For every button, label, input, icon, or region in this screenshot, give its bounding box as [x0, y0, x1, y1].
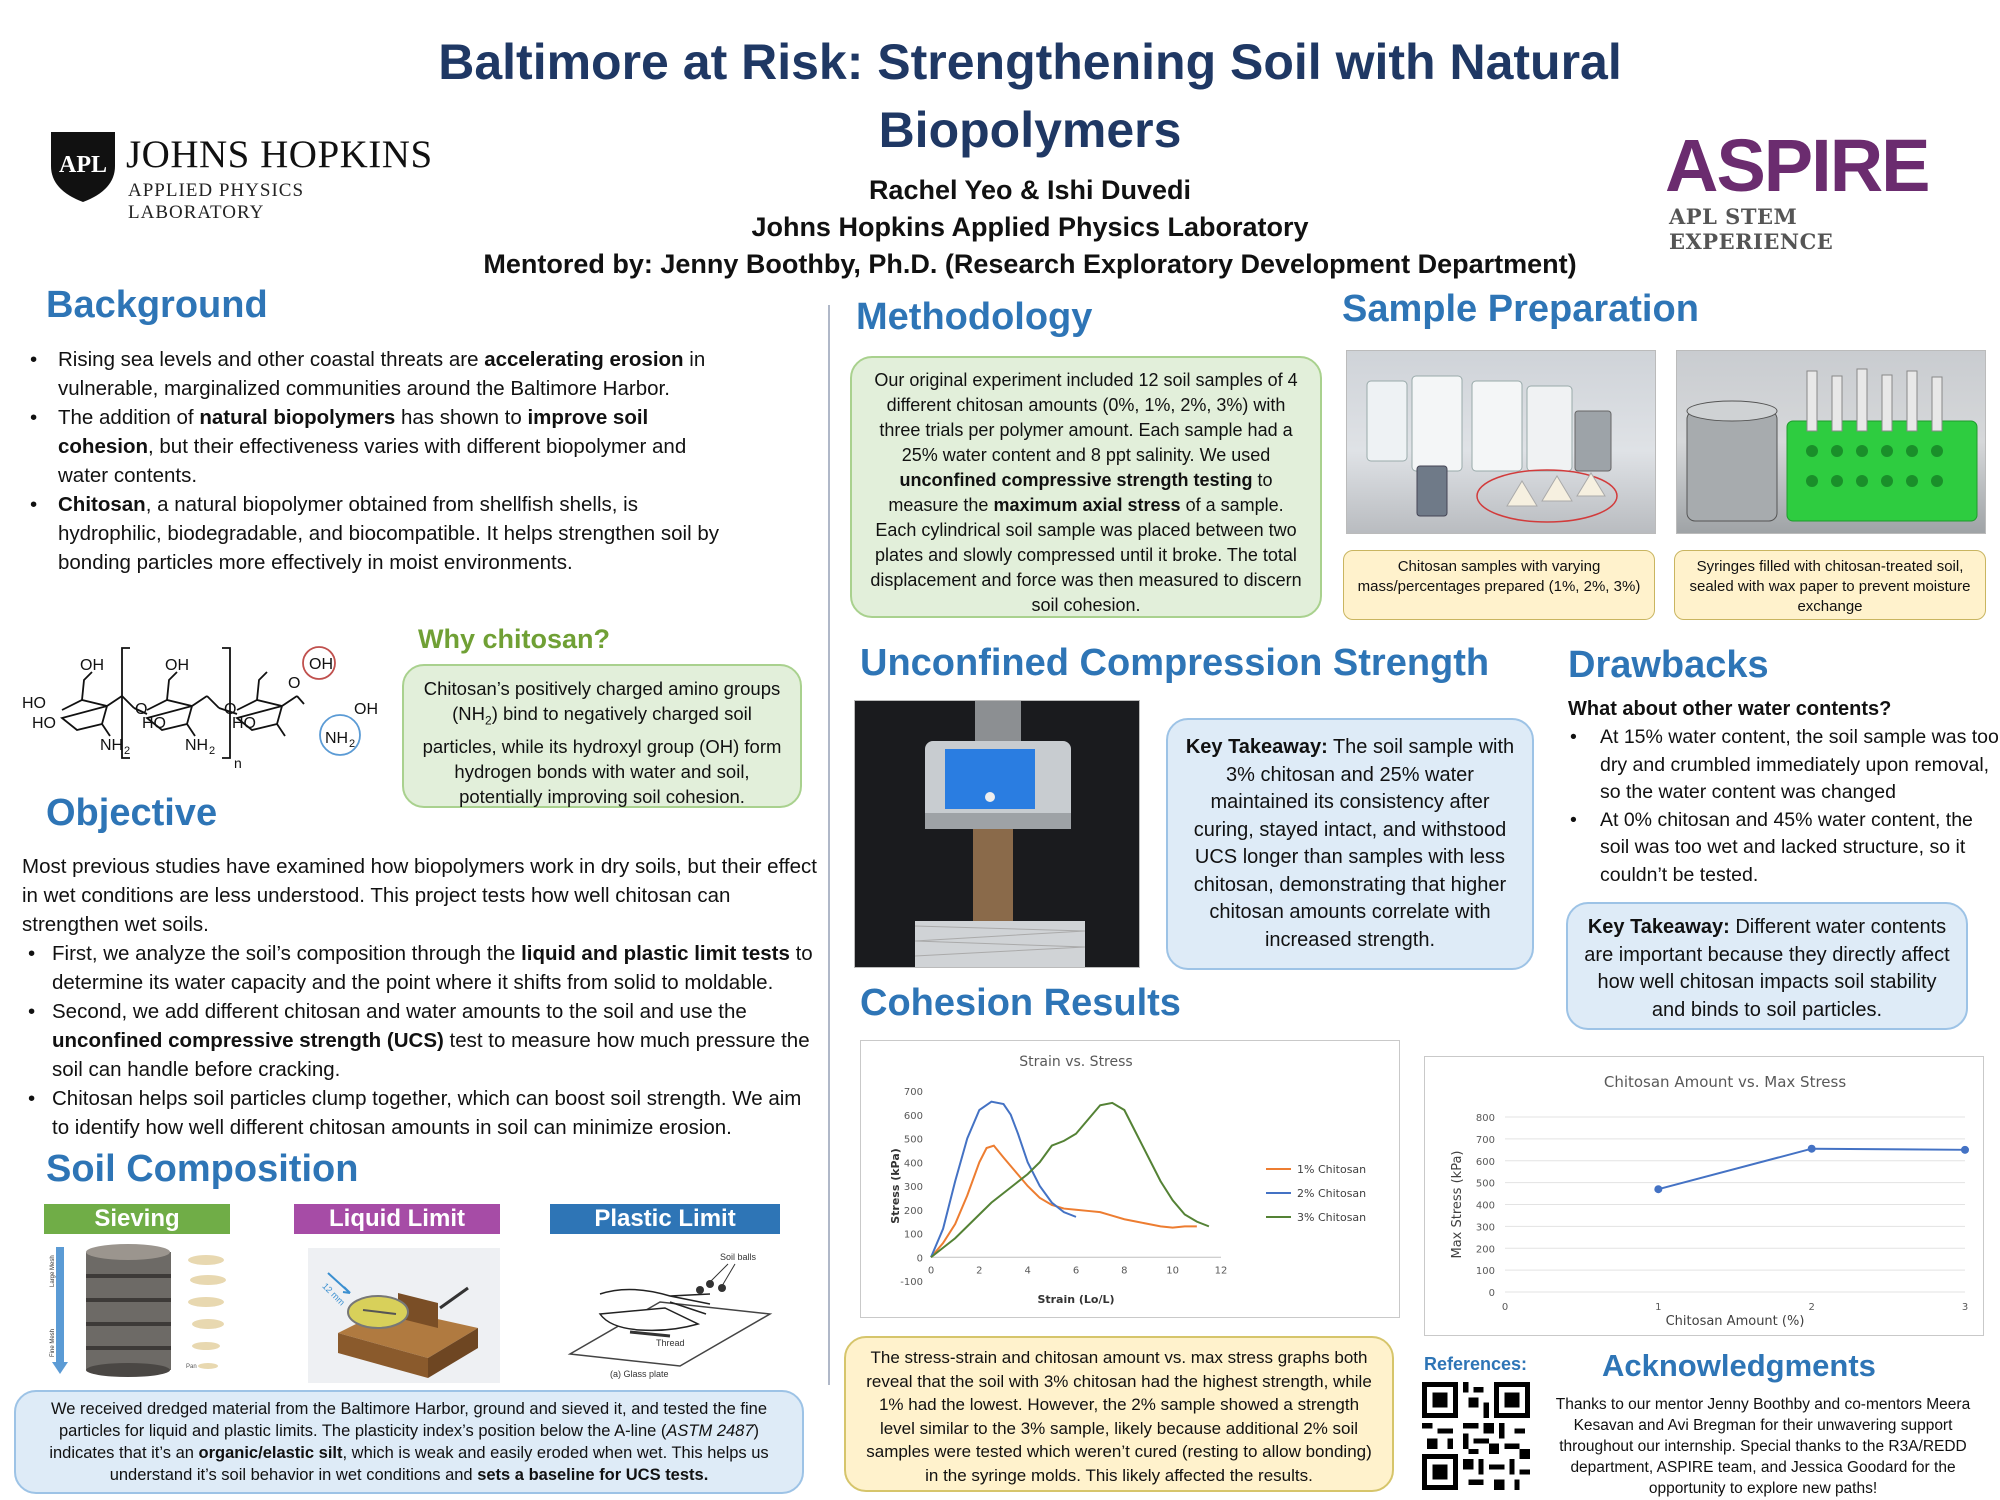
svg-text:Thread: Thread	[656, 1338, 685, 1348]
y-tick-label: 0	[1488, 1288, 1495, 1299]
y-tick-label: 400	[1475, 1200, 1495, 1212]
max-stress-svg	[1425, 1057, 1985, 1337]
y-tick-label: 100	[1475, 1266, 1495, 1278]
y-tick-label: 300	[1475, 1222, 1495, 1234]
x-tick-label: 1	[1655, 1302, 1662, 1313]
svg-text:Pan: Pan	[186, 1364, 197, 1370]
series-line	[931, 1146, 1197, 1258]
drawbacks-list	[1564, 724, 2000, 889]
sample-prep-caption-2: Syringes filled with chitosan-treated soil, sealed with wax paper to prevent moisture exchange	[1674, 550, 1986, 620]
objective-heading: Objective	[46, 792, 218, 834]
y-tick-label: 500	[903, 1134, 923, 1146]
x-tick-label: 3	[1961, 1302, 1969, 1313]
svg-text:HO: HO	[232, 715, 256, 732]
svg-text:OH: OH	[354, 701, 378, 718]
aspire-logo	[1665, 124, 1965, 254]
svg-text:2: 2	[349, 738, 356, 750]
ucs-test-photo	[854, 700, 1140, 968]
aspire-logo-sub: APL STEM EXPERIENCE	[1669, 204, 1834, 254]
y-tick-label: 200	[1475, 1244, 1495, 1256]
y-tick-label: 200	[903, 1205, 923, 1217]
x-tick-label: 6	[1072, 1265, 1080, 1277]
svg-text:2: 2	[209, 745, 216, 757]
sieve-stack-illustration	[46, 1242, 246, 1382]
y-tick-label: 800	[1475, 1113, 1495, 1124]
svg-text:HO: HO	[32, 715, 56, 732]
list-item: • Second, we add different chitosan and water amounts to the soil and use the unconfined compressive strength (UCS) test to measure how much pressure the soil can handle before cracking.	[22, 997, 822, 1084]
legend-label: 2% Chitosan	[1297, 1187, 1367, 1200]
data-point	[1808, 1145, 1816, 1153]
sieving-label: Sieving	[44, 1204, 230, 1234]
ucs-heading: Unconfined Compression Strength	[860, 642, 1490, 684]
chitosan-structure-diagram	[22, 640, 392, 770]
x-axis-label: Strain (Lo/L)	[1037, 1293, 1115, 1306]
y-tick-label: 700	[903, 1087, 923, 1098]
y-tick-label: 700	[1475, 1134, 1495, 1146]
y-tick-label: 600	[903, 1110, 923, 1122]
methodology-box: Our original experiment included 12 soil samples of 4 different chitosan amounts (0%, 1%, 2%, 3%) with three trials per polymer amount. Each sample had a 25% water content and 8 ppt salinity. We used unconfined compressive strength testing to measure the maximum axial stress of a sample. Each cylindrical soil sample was placed between two plates and slowly compressed until it broke. The total displacement and force was then measured to discern soil cohesion.	[850, 356, 1322, 618]
x-tick-label: 0	[927, 1265, 935, 1277]
list-item: • Chitosan helps soil particles clump together, which can boost soil strength. We aim to identify how well different chitosan amounts in soil can minimize erosion.	[22, 1084, 822, 1142]
title-line1: Baltimore at Risk: Strengthening Soil with Natural	[438, 34, 1622, 90]
affiliation: Johns Hopkins Applied Physics Laboratory	[751, 212, 1309, 242]
svg-text:(a) Glass plate: (a) Glass plate	[610, 1369, 669, 1379]
series-line	[931, 1102, 1076, 1258]
svg-text:HO: HO	[22, 695, 46, 712]
jhu-shield-icon	[48, 128, 118, 204]
svg-text:O: O	[288, 675, 301, 692]
references-qr-code-icon[interactable]	[1422, 1382, 1530, 1490]
jhu-logo-line2: APPLIED PHYSICS LABORATORY	[128, 180, 305, 223]
plastic-limit-illustration	[560, 1244, 780, 1379]
soil-composition-heading: Soil Composition	[46, 1148, 359, 1190]
data-point	[1654, 1185, 1662, 1193]
x-tick-label: 2	[1808, 1302, 1815, 1313]
chart-title: Chitosan Amount vs. Max Stress	[1603, 1073, 1847, 1091]
svg-text:NH: NH	[185, 737, 209, 754]
acknowledgments-text: Thanks to our mentor Jenny Boothby and co-mentors Meera Kesavan and Avi Bregman for their unwavering support throughout our internship. Special thanks to the R3A/REDD department, ASPIRE team, and Jessica Goodard for the opportunity to explore new paths!	[1555, 1396, 1971, 1497]
svg-text:Fine Mesh: Fine Mesh	[50, 1328, 56, 1357]
x-tick-label: 2	[976, 1265, 983, 1277]
svg-text:O: O	[135, 701, 148, 718]
cohesion-heading: Cohesion Results	[860, 982, 1181, 1024]
y-tick-label: 0	[916, 1253, 923, 1265]
syringes-photo	[1676, 350, 1986, 534]
aspire-logo-text: ASPIRE	[1665, 124, 1929, 207]
jhu-shield-text: APL	[59, 152, 107, 178]
title-line2: Biopolymers	[878, 102, 1182, 158]
soil-composition-summary: We received dredged material from the Baltimore Harbor, ground and sieved it, and tested the fine particles for liquid and plastic limits. The plasticity index’s position below the A-line (ASTM 2487) indicates that it’s an organic/elastic silt, which is weak and easily eroded when wet. This helps us understand it’s soil behavior in wet conditions and sets a baseline for UCS tests.	[14, 1390, 804, 1494]
list-item: • Chitosan, a natural biopolymer obtained from shellfish shells, is hydrophilic, biodegradable, and biocompatible. It helps strengthen soil by bonding particles more effectively in moist environments.	[24, 490, 734, 577]
y-tick-label: 400	[903, 1158, 923, 1170]
y-tick-label: 500	[1475, 1178, 1495, 1190]
objective-section	[22, 852, 822, 1142]
svg-text:NH: NH	[325, 730, 349, 747]
svg-text:NH: NH	[100, 737, 124, 754]
why-chitosan-box: Chitosan’s positively charged amino groups $(NH_2)$ bind to negatively charged soil particles, while its hydroxyl group (OH) form hydrogen bonds with water and soil, potentially improving soil cohesion.	[402, 664, 802, 808]
x-tick-label: 0	[1501, 1302, 1509, 1313]
x-tick-label: 12	[1214, 1265, 1228, 1277]
strain-stress-chart	[860, 1040, 1400, 1318]
poster-title	[380, 28, 1680, 164]
chart-title: Strain vs. Stress	[1019, 1054, 1133, 1070]
svg-text:2: 2	[124, 745, 131, 757]
svg-text:OH: OH	[309, 656, 333, 673]
background-heading: Background	[46, 284, 268, 326]
syringe-rack-icon	[1677, 351, 1986, 534]
y-axis-label: Stress (kPa)	[889, 1148, 902, 1224]
data-point	[1961, 1146, 1969, 1154]
x-tick-label: 10	[1166, 1265, 1180, 1277]
list-item: • The addition of natural biopolymers has shown to improve soil cohesion, but their effectiveness varies with different biopolymer and water contents.	[24, 403, 734, 490]
svg-text:12 mm: 12 mm	[320, 1280, 347, 1308]
acknowledgments-heading: Acknowledgments	[1602, 1348, 1876, 1383]
y-tick-label: 300	[903, 1182, 923, 1193]
objective-intro: Most previous studies have examined how biopolymers work in dry soils, but their effect in wet conditions are less understood. This project tests how well chitosan can strengthen wet soils.	[22, 855, 817, 936]
legend-label: 3% Chitosan	[1297, 1211, 1367, 1224]
compression-rig-icon	[855, 701, 1140, 968]
sample-prep-caption-1: Chitosan samples with varying mass/percentages prepared (1%, 2%, 3%)	[1343, 550, 1655, 620]
objective-list	[22, 939, 822, 1142]
beakers-icon	[1347, 351, 1656, 534]
legend-label: 1% Chitosan	[1297, 1163, 1367, 1176]
background-list	[24, 345, 734, 577]
svg-text:Soil balls: Soil balls	[720, 1252, 757, 1262]
max-stress-chart	[1424, 1056, 1984, 1336]
x-tick-label: 4	[1024, 1265, 1031, 1277]
list-item: • First, we analyze the soil’s composition through the liquid and plastic limit tests to determine its water capacity and the point where it shifts from solid to moldable.	[22, 939, 822, 997]
column-divider	[828, 305, 830, 1385]
y-tick-label: 600	[1475, 1156, 1495, 1168]
chitosan-samples-photo	[1346, 350, 1656, 534]
liquid-limit-label: Liquid Limit	[294, 1204, 500, 1234]
svg-text:O: O	[224, 701, 237, 718]
svg-text:HO: HO	[142, 715, 166, 732]
drawbacks-takeaway-box: Key Takeaway: Different water contents are important because they directly affect how well chitosan impacts soil stability and binds to soil particles.	[1566, 902, 1968, 1030]
mentor: Mentored by: Jenny Boothby, Ph.D. (Research Exploratory Development Department)	[483, 249, 1577, 279]
references-label: References:	[1424, 1354, 1528, 1374]
liquid-limit-device-illustration	[308, 1248, 500, 1383]
authors-block	[380, 172, 1680, 283]
authors: Rachel Yeo & Ishi Duvedi	[868, 175, 1192, 205]
y-axis-label: Max Stress (kPa)	[1450, 1150, 1465, 1259]
cohesion-summary-box: The stress-strain and chitosan amount vs. max stress graphs both reveal that the soil with 3% chitosan had the highest strength, while 1% had the lowest. However, the 2% sample showed a strength level similar to the 3% sample, likely because additional 2% soil samples were tested which weren’t cured (resting to allow bonding) in the syringe molds. This likely affected the results.	[844, 1336, 1394, 1492]
drawbacks-heading: Drawbacks	[1568, 644, 1769, 686]
x-axis-label: Chitosan Amount (%)	[1665, 1314, 1805, 1329]
ucs-takeaway-box: Key Takeaway: The soil sample with 3% chitosan and 25% water maintained its consistency after curing, stayed intact, and withstood UCS longer than samples with less chitosan, demonstrating that higher chitosan amounts correlate with increased strength.	[1166, 718, 1534, 970]
methodology-heading: Methodology	[856, 296, 1093, 338]
jhu-logo-line1: JOHNS HOPKINS	[126, 133, 433, 176]
list-item: • At 0% chitosan and 45% water content, the soil was too wet and lacked structure, so it couldn’t be tested.	[1564, 807, 2000, 890]
sample-prep-heading: Sample Preparation	[1342, 288, 1699, 330]
svg-text:n: n	[234, 755, 242, 770]
list-item: • At 15% water content, the soil sample was too dry and crumbled immediately upon removal, so the water content was changed	[1564, 724, 2000, 807]
list-item: • Rising sea levels and other coastal threats are accelerating erosion in vulnerable, marginalized communities around the Baltimore Harbor.	[24, 345, 734, 403]
plastic-limit-label: Plastic Limit	[550, 1204, 780, 1234]
strain-stress-svg	[861, 1041, 1401, 1319]
why-chitosan-heading: Why chitosan?	[418, 624, 611, 654]
x-tick-label: 8	[1121, 1265, 1128, 1277]
y-tick-label: 100	[903, 1229, 923, 1241]
svg-text:OH: OH	[80, 657, 104, 674]
svg-text:Large Mesh: Large Mesh	[50, 1255, 56, 1287]
svg-text:OH: OH	[165, 657, 189, 674]
drawbacks-subheading: What about other water contents?	[1568, 698, 1892, 720]
y-tick-label: -100	[900, 1277, 923, 1288]
